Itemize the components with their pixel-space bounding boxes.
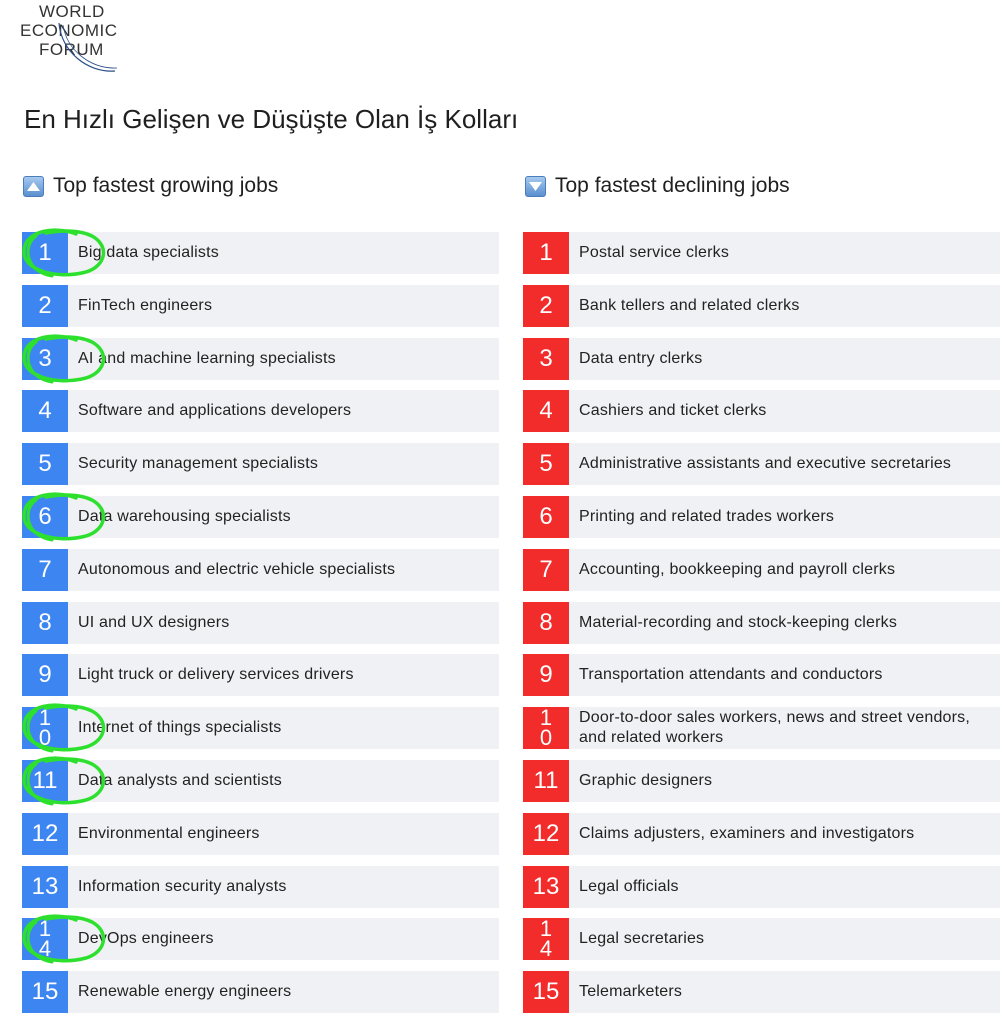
- list-item: [22, 813, 499, 855]
- job-title: UI and UX designers: [68, 602, 499, 644]
- list-item: [22, 760, 499, 802]
- rank-badge: 8: [523, 602, 569, 644]
- rank-badge: 9: [22, 654, 68, 696]
- job-title: Renewable energy engineers: [68, 971, 499, 1013]
- list-item: [523, 443, 1000, 485]
- logo-arc-icon: [57, 21, 137, 75]
- rank-badge: 11: [523, 760, 569, 802]
- page-title: En Hızlı Gelişen ve Düşüşte Olan İş Kolları: [24, 104, 519, 134]
- rank-badge: 1: [523, 232, 569, 274]
- job-title: Legal secretaries: [569, 918, 1000, 960]
- job-title: Accounting, bookkeeping and payroll clerks: [569, 549, 1000, 591]
- job-title: Graphic designers: [569, 760, 1000, 802]
- list-item: [22, 602, 499, 644]
- list-item: [22, 496, 499, 538]
- job-title: Software and applications developers: [68, 390, 499, 432]
- job-title: Bank tellers and related clerks: [569, 285, 1000, 327]
- logo-line-1: WORLD: [39, 2, 105, 21]
- list-item: [523, 232, 1000, 274]
- job-title: Light truck or delivery services drivers: [68, 654, 499, 696]
- list-item: [523, 971, 1000, 1013]
- list-item: [22, 549, 499, 591]
- job-title: Door-to-door sales workers, news and street vendors, and related workers: [569, 707, 1000, 749]
- job-title: DevOps engineers: [68, 918, 499, 960]
- job-title: Telemarketers: [569, 971, 1000, 1013]
- rank-badge: 14: [523, 918, 569, 960]
- declining-heading-label: Top fastest declining jobs: [555, 174, 790, 197]
- rank-badge: 12: [523, 813, 569, 855]
- list-item: [22, 390, 499, 432]
- job-title: Material-recording and stock-keeping clerks: [569, 602, 1000, 644]
- job-title: Environmental engineers: [68, 813, 499, 855]
- rank-badge: 1: [22, 232, 68, 274]
- list-item: [523, 918, 1000, 960]
- rank-badge: 10: [22, 707, 68, 749]
- rank-badge: 5: [523, 443, 569, 485]
- rank-badge: 3: [22, 338, 68, 380]
- rank-badge: 9: [523, 654, 569, 696]
- rank-badge: 6: [22, 496, 68, 538]
- job-title: Cashiers and ticket clerks: [569, 390, 1000, 432]
- logo-line-3: FORUM: [39, 40, 104, 59]
- job-title: Data analysts and scientists: [68, 760, 499, 802]
- list-item: [523, 654, 1000, 696]
- job-title: Security management specialists: [68, 443, 499, 485]
- rank-badge: 15: [523, 971, 569, 1013]
- rank-badge: 5: [22, 443, 68, 485]
- rank-badge: 4: [523, 390, 569, 432]
- wef-logo: [19, 3, 149, 75]
- list-item: [22, 971, 499, 1013]
- list-item: [523, 338, 1000, 380]
- job-title: Legal officials: [569, 866, 1000, 908]
- list-item: [22, 707, 499, 749]
- job-title: Postal service clerks: [569, 232, 1000, 274]
- list-item: [22, 232, 499, 274]
- rank-badge: 11: [22, 760, 68, 802]
- growing-heading-label: Top fastest growing jobs: [53, 174, 279, 197]
- list-item: [523, 496, 1000, 538]
- arrow-down-icon: [525, 176, 546, 197]
- job-title: Internet of things specialists: [68, 707, 499, 749]
- growing-heading: [23, 172, 278, 200]
- list-item: [22, 285, 499, 327]
- list-item: [523, 549, 1000, 591]
- list-item: [22, 866, 499, 908]
- job-title: AI and machine learning specialists: [68, 338, 499, 380]
- job-title: Data entry clerks: [569, 338, 1000, 380]
- rank-badge: 12: [22, 813, 68, 855]
- job-title: Information security analysts: [68, 866, 499, 908]
- list-item: [523, 602, 1000, 644]
- job-title: FinTech engineers: [68, 285, 499, 327]
- list-item: [22, 338, 499, 380]
- rank-badge: 10: [523, 707, 569, 749]
- rank-badge: 7: [22, 549, 68, 591]
- job-title: Big data specialists: [68, 232, 499, 274]
- job-title: Transportation attendants and conductors: [569, 654, 1000, 696]
- job-title: Autonomous and electric vehicle specialists: [68, 549, 499, 591]
- list-item: [22, 443, 499, 485]
- rank-badge: 3: [523, 338, 569, 380]
- job-title: Printing and related trades workers: [569, 496, 1000, 538]
- rank-badge: 13: [523, 866, 569, 908]
- job-title: Claims adjusters, examiners and investigators: [569, 813, 1000, 855]
- rank-badge: 13: [22, 866, 68, 908]
- rank-badge: 2: [523, 285, 569, 327]
- list-item: [523, 707, 1000, 749]
- declining-jobs-list: [523, 232, 1000, 1024]
- list-item: [22, 654, 499, 696]
- list-item: [523, 866, 1000, 908]
- rank-badge: 2: [22, 285, 68, 327]
- job-title: Data warehousing specialists: [68, 496, 499, 538]
- logo-line-2: ECONOMIC: [20, 21, 118, 40]
- rank-badge: 8: [22, 602, 68, 644]
- rank-badge: 7: [523, 549, 569, 591]
- list-item: [523, 390, 1000, 432]
- rank-badge: 4: [22, 390, 68, 432]
- growing-jobs-list: [22, 232, 499, 1024]
- list-item: [523, 813, 1000, 855]
- job-title: Administrative assistants and executive secretaries: [569, 443, 1000, 485]
- arrow-up-icon: [23, 176, 44, 197]
- list-item: [523, 285, 1000, 327]
- rank-badge: 6: [523, 496, 569, 538]
- list-item: [523, 760, 1000, 802]
- list-item: [22, 918, 499, 960]
- declining-heading: [525, 172, 790, 200]
- rank-badge: 15: [22, 971, 68, 1013]
- rank-badge: 14: [22, 918, 68, 960]
